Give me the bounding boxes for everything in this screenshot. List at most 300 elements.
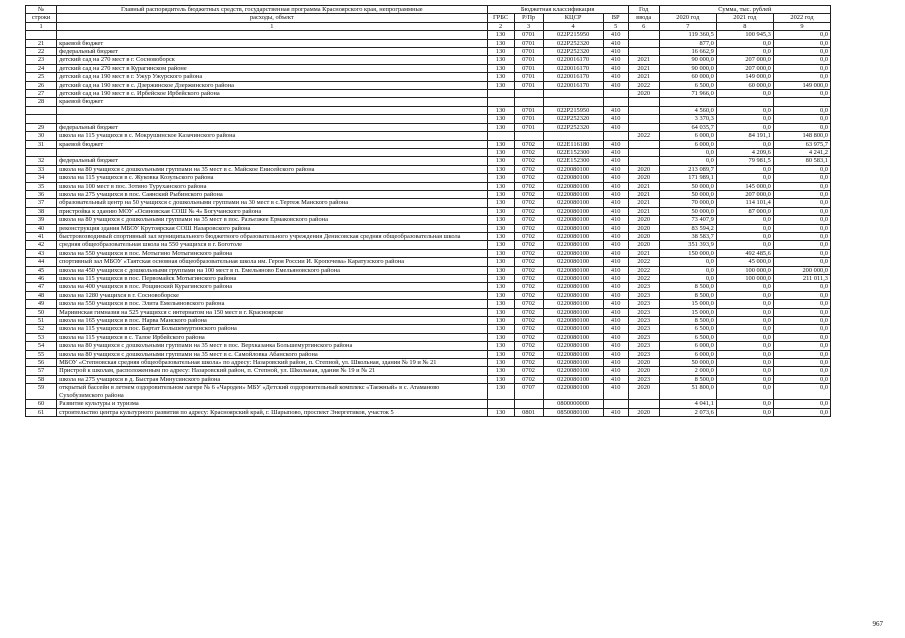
row-vr: 410 <box>603 157 628 165</box>
row-sum-2022: 0,0 <box>773 317 830 325</box>
row-vr: 410 <box>603 148 628 156</box>
row-rzpr: 0702 <box>514 174 543 182</box>
row-kcsr: 0220016170 <box>543 56 603 64</box>
row-kcsr: 022E116180 <box>543 140 603 148</box>
row-vr: 410 <box>603 275 628 283</box>
row-sum-2022: 0,0 <box>773 123 830 131</box>
row-sum-2022: 0,0 <box>773 165 830 173</box>
index-cell: 2 <box>487 22 514 30</box>
row-sum-2021 <box>716 98 773 106</box>
row-kcsr: 022P252320 <box>543 48 603 56</box>
row-year: 2023 <box>628 283 659 291</box>
row-sum-2020: 0,0 <box>659 157 716 165</box>
row-sum-2021: 114 101,4 <box>716 199 773 207</box>
row-sum-2022: 0,0 <box>773 333 830 341</box>
row-name: образовательный центр на 50 учащихся с дошкольными группами на 30 мест в с.Тертеж Манского района <box>57 199 487 207</box>
row-number: 30 <box>26 132 57 140</box>
row-rzpr: 0702 <box>514 342 543 350</box>
row-rzpr <box>514 98 543 106</box>
row-vr: 410 <box>603 39 628 47</box>
row-sum-2020: 213 089,7 <box>659 165 716 173</box>
row-year: 2023 <box>628 375 659 383</box>
row-name: федеральный бюджет <box>57 48 487 56</box>
row-sum-2022: 0,0 <box>773 182 830 190</box>
table-row <box>26 300 831 308</box>
row-name: школа на 450 учащихся с дошкольными группами на 100 мест в п. Емельяново Емельяновского района <box>57 266 487 274</box>
table-row <box>26 408 831 416</box>
row-number: 31 <box>26 140 57 148</box>
row-name: краевой бюджет <box>57 98 487 106</box>
table-row <box>26 48 831 56</box>
row-sum-2021: 0,0 <box>716 165 773 173</box>
row-year: 2023 <box>628 308 659 316</box>
row-number: 57 <box>26 367 57 375</box>
row-rzpr: 0707 <box>514 384 543 400</box>
row-sum-2022: 0,0 <box>773 90 830 98</box>
row-vr: 410 <box>603 216 628 224</box>
row-name <box>57 115 487 123</box>
row-name: школа на 100 мест в пос. Зотино Туруханского района <box>57 182 487 190</box>
row-sum-2022: 0,0 <box>773 190 830 198</box>
row-rzpr: 0702 <box>514 291 543 299</box>
row-number: 21 <box>26 39 57 47</box>
row-rzpr: 0702 <box>514 375 543 383</box>
row-grbs: 130 <box>487 81 514 89</box>
index-cell: 6 <box>628 22 659 30</box>
row-sum-2020: 64 035,7 <box>659 123 716 131</box>
row-number: 58 <box>26 375 57 383</box>
row-sum-2021: 0,0 <box>716 308 773 316</box>
row-name: школа на 550 учащихся в пос. Мотыгино Мотыгинского района <box>57 249 487 257</box>
row-kcsr: 022E152300 <box>543 148 603 156</box>
row-sum-2020: 16 662,9 <box>659 48 716 56</box>
row-rzpr: 0702 <box>514 241 543 249</box>
header-rzpr: Р/Пр <box>514 14 543 22</box>
row-year <box>628 31 659 39</box>
table-row <box>26 207 831 215</box>
row-vr <box>603 132 628 140</box>
row-kcsr: 0220080100 <box>543 342 603 350</box>
row-sum-2021: 0,0 <box>716 224 773 232</box>
table-row <box>26 375 831 383</box>
row-name: спортивный зал МБОУ «Таятская основная общеобразовательная школа им. Героя России И. Кропочева» Каратузского района <box>57 258 487 266</box>
row-name: краевой бюджет <box>57 140 487 148</box>
row-name: детский сад на 270 мест в г. Сосновоборск <box>57 56 487 64</box>
table-row <box>26 106 831 114</box>
row-year: 2020 <box>628 165 659 173</box>
row-name: краевой бюджет <box>57 39 487 47</box>
table-body <box>26 31 831 417</box>
row-grbs: 130 <box>487 300 514 308</box>
row-rzpr: 0702 <box>514 367 543 375</box>
row-name: открытый бассейн в летнем оздоровительном лагере № 6 «Чародеи» МБУ «Детский оздоровительный комплекс «Таежный» в с. Атаманово Сухобузимского района <box>57 384 487 400</box>
row-rzpr: 0702 <box>514 165 543 173</box>
row-number: 35 <box>26 182 57 190</box>
row-name: быстровозводимый спортивный зал муниципального бюджетного образовательного учреждения Денисовская средняя общеобразовательная школа <box>57 232 487 240</box>
row-grbs: 130 <box>487 350 514 358</box>
table-row <box>26 39 831 47</box>
row-sum-2020: 15 000,0 <box>659 308 716 316</box>
row-sum-2022: 0,0 <box>773 375 830 383</box>
row-year: 2021 <box>628 56 659 64</box>
row-sum-2021: 84 191,1 <box>716 132 773 140</box>
header-grbs: ГРБС <box>487 14 514 22</box>
row-year: 2020 <box>628 216 659 224</box>
row-sum-2022: 0,0 <box>773 258 830 266</box>
row-kcsr: 0220080100 <box>543 249 603 257</box>
row-name: детский сад на 190 мест в с. Дзержинское Дзержинского района <box>57 81 487 89</box>
table-row <box>26 182 831 190</box>
table-row <box>26 31 831 39</box>
row-kcsr: 0220080100 <box>543 367 603 375</box>
table-row <box>26 199 831 207</box>
row-sum-2021: 0,0 <box>716 367 773 375</box>
table-row <box>26 190 831 198</box>
row-sum-2021: 0,0 <box>716 350 773 358</box>
table-row <box>26 400 831 408</box>
row-vr: 410 <box>603 73 628 81</box>
row-number: 23 <box>26 56 57 64</box>
row-sum-2021: 0,0 <box>716 317 773 325</box>
row-rzpr: 0702 <box>514 275 543 283</box>
row-number: 22 <box>26 48 57 56</box>
row-sum-2021: 0,0 <box>716 300 773 308</box>
row-year: 2020 <box>628 232 659 240</box>
row-sum-2021: 45 000,0 <box>716 258 773 266</box>
row-year: 2021 <box>628 73 659 81</box>
row-rzpr: 0702 <box>514 199 543 207</box>
row-sum-2021: 87 000,0 <box>716 207 773 215</box>
row-year <box>628 148 659 156</box>
row-grbs: 130 <box>487 73 514 81</box>
table-row <box>26 266 831 274</box>
row-vr: 410 <box>603 300 628 308</box>
row-number: 44 <box>26 258 57 266</box>
row-number: 36 <box>26 190 57 198</box>
table-row <box>26 232 831 240</box>
table-row <box>26 165 831 173</box>
row-name: строительство центра культурного развития по адресу: Красноярский край, г. Шарыпово, проспект Энергетиков, участок 5 <box>57 408 487 416</box>
row-name: МБОУ «Степновская средняя общеобразовательная школа» по адресу: Назаровский район, п. Степной, ул. Школьная, здания № 19 и № 21 <box>57 359 487 367</box>
row-rzpr: 0702 <box>514 249 543 257</box>
row-sum-2021: 0,0 <box>716 232 773 240</box>
row-sum-2020: 15 000,0 <box>659 300 716 308</box>
header-num: № <box>26 6 57 14</box>
row-sum-2021: 0,0 <box>716 90 773 98</box>
row-number: 24 <box>26 64 57 72</box>
row-rzpr: 0702 <box>514 224 543 232</box>
table-row <box>26 333 831 341</box>
row-number: 41 <box>26 232 57 240</box>
row-sum-2022: 149 000,0 <box>773 81 830 89</box>
row-grbs: 130 <box>487 207 514 215</box>
row-sum-2022: 0,0 <box>773 48 830 56</box>
row-sum-2020: 90 000,0 <box>659 56 716 64</box>
header-2020: 2020 год <box>659 14 716 22</box>
row-year <box>628 140 659 148</box>
row-sum-2020: 0,0 <box>659 266 716 274</box>
table-row <box>26 258 831 266</box>
row-sum-2021: 0,0 <box>716 359 773 367</box>
row-grbs: 130 <box>487 64 514 72</box>
row-rzpr: 0702 <box>514 232 543 240</box>
row-kcsr: 0800000000 <box>543 400 603 408</box>
header-sum: Сумма, тыс. рублей <box>659 6 830 14</box>
index-cell: 7 <box>659 22 716 30</box>
row-sum-2022: 0,0 <box>773 325 830 333</box>
row-sum-2022: 0,0 <box>773 216 830 224</box>
row-vr: 410 <box>603 56 628 64</box>
table-row <box>26 56 831 64</box>
row-sum-2021: 79 981,5 <box>716 157 773 165</box>
row-number: 55 <box>26 350 57 358</box>
row-rzpr: 0701 <box>514 73 543 81</box>
row-grbs: 130 <box>487 199 514 207</box>
row-sum-2020: 0,0 <box>659 275 716 283</box>
row-kcsr: 0220080100 <box>543 266 603 274</box>
row-number: 29 <box>26 123 57 131</box>
index-cell: 8 <box>716 22 773 30</box>
row-year: 2020 <box>628 359 659 367</box>
row-sum-2022: 200 000,0 <box>773 266 830 274</box>
row-name: Пристрой к школам, расположенным по адресу: Назаровский район, п. Степной, ул. Школьная, здания № 19 и № 21 <box>57 367 487 375</box>
row-kcsr: 0220080100 <box>543 165 603 173</box>
row-name: школа на 550 учащихся в пос. Элита Емельяновского района <box>57 300 487 308</box>
row-year: 2023 <box>628 325 659 333</box>
row-number: 39 <box>26 216 57 224</box>
row-kcsr: 0850080100 <box>543 408 603 416</box>
row-name: федеральный бюджет <box>57 157 487 165</box>
row-sum-2021: 60 000,0 <box>716 81 773 89</box>
row-grbs: 130 <box>487 165 514 173</box>
row-name: школа на 115 учащихся в с. Талое Ирбейского района <box>57 333 487 341</box>
row-sum-2020: 6 000,0 <box>659 350 716 358</box>
row-name: школа на 115 учащихся в с. Жуковка Козульского района <box>57 174 487 182</box>
header-num-2: строки <box>26 14 57 22</box>
row-sum-2021: 0,0 <box>716 325 773 333</box>
row-sum-2020: 2 073,6 <box>659 408 716 416</box>
row-kcsr: 022P252320 <box>543 115 603 123</box>
row-year: 2020 <box>628 224 659 232</box>
row-vr: 410 <box>603 266 628 274</box>
row-rzpr: 0702 <box>514 325 543 333</box>
index-cell: 3 <box>514 22 543 30</box>
row-sum-2020: 150 000,0 <box>659 249 716 257</box>
row-sum-2021: 0,0 <box>716 174 773 182</box>
row-name: детский сад на 270 мест в Курагинском районе <box>57 64 487 72</box>
row-kcsr: 0220080100 <box>543 375 603 383</box>
row-rzpr: 0702 <box>514 266 543 274</box>
row-vr: 410 <box>603 232 628 240</box>
table-row <box>26 157 831 165</box>
row-sum-2021: 0,0 <box>716 400 773 408</box>
header-year: Год <box>628 6 659 14</box>
table-row <box>26 275 831 283</box>
row-grbs: 130 <box>487 275 514 283</box>
row-vr: 410 <box>603 199 628 207</box>
row-sum-2020: 8 500,0 <box>659 283 716 291</box>
row-name: школа на 275 учащихся в д. Быстрая Минусинского района <box>57 375 487 383</box>
row-year: 2020 <box>628 408 659 416</box>
table-row <box>26 224 831 232</box>
row-sum-2022: 0,0 <box>773 350 830 358</box>
row-sum-2020: 51 800,0 <box>659 384 716 400</box>
row-number: 46 <box>26 275 57 283</box>
table-row <box>26 325 831 333</box>
index-cell: 4 <box>543 22 603 30</box>
row-vr: 410 <box>603 367 628 375</box>
row-sum-2020: 50 000,0 <box>659 359 716 367</box>
row-sum-2020: 70 000,0 <box>659 199 716 207</box>
row-rzpr: 0701 <box>514 56 543 64</box>
row-year: 2020 <box>628 367 659 375</box>
row-sum-2022: 0,0 <box>773 199 830 207</box>
row-sum-2020: 6 000,0 <box>659 342 716 350</box>
row-vr: 410 <box>603 308 628 316</box>
row-sum-2020: 6 000,0 <box>659 132 716 140</box>
row-year: 2022 <box>628 258 659 266</box>
table-row <box>26 350 831 358</box>
row-kcsr: 0220080100 <box>543 190 603 198</box>
row-grbs <box>487 132 514 140</box>
header-name: Главный распорядитель бюджетных средств, государственная программа Красноярского края, непрограммные <box>57 6 487 14</box>
row-grbs: 130 <box>487 325 514 333</box>
row-vr: 410 <box>603 283 628 291</box>
table-row <box>26 123 831 131</box>
row-sum-2020: 4 560,0 <box>659 106 716 114</box>
row-name <box>57 148 487 156</box>
row-sum-2022: 0,0 <box>773 300 830 308</box>
row-grbs: 130 <box>487 31 514 39</box>
row-grbs: 130 <box>487 317 514 325</box>
row-number: 47 <box>26 283 57 291</box>
row-rzpr <box>514 90 543 98</box>
row-grbs: 130 <box>487 249 514 257</box>
row-sum-2020: 171 989,1 <box>659 174 716 182</box>
row-rzpr: 0702 <box>514 207 543 215</box>
row-vr: 410 <box>603 224 628 232</box>
row-year: 2020 <box>628 384 659 400</box>
row-number: 33 <box>26 165 57 173</box>
row-year: 2021 <box>628 190 659 198</box>
row-grbs: 130 <box>487 375 514 383</box>
row-number: 51 <box>26 317 57 325</box>
row-number: 38 <box>26 207 57 215</box>
row-sum-2021: 0,0 <box>716 140 773 148</box>
row-year: 2023 <box>628 300 659 308</box>
table-row <box>26 249 831 257</box>
row-kcsr: 0220080100 <box>543 216 603 224</box>
row-vr: 410 <box>603 165 628 173</box>
row-number: 42 <box>26 241 57 249</box>
row-year: 2021 <box>628 249 659 257</box>
row-sum-2022: 4 241,2 <box>773 148 830 156</box>
row-year <box>628 106 659 114</box>
header-vr: ВР <box>603 14 628 22</box>
index-cell: 9 <box>773 22 830 30</box>
header-index-row <box>26 22 831 30</box>
row-rzpr: 0702 <box>514 148 543 156</box>
row-sum-2021: 0,0 <box>716 375 773 383</box>
row-vr: 410 <box>603 207 628 215</box>
row-number <box>26 148 57 156</box>
row-sum-2020: 83 594,2 <box>659 224 716 232</box>
table-row <box>26 174 831 182</box>
row-grbs: 130 <box>487 174 514 182</box>
row-year: 2023 <box>628 350 659 358</box>
row-sum-2022: 0,0 <box>773 232 830 240</box>
header-budget-class: Бюджетная классификация <box>487 6 628 14</box>
row-sum-2021: 4 209,6 <box>716 148 773 156</box>
row-name: средняя общеобразовательная школа на 550 учащихся в г. Боготоле <box>57 241 487 249</box>
row-name: школа на 80 учащихся с дошкольными группами на 35 мест в пос. Верхказанка Большемуртинского района <box>57 342 487 350</box>
row-sum-2020: 119 360,5 <box>659 31 716 39</box>
row-vr: 410 <box>603 342 628 350</box>
row-kcsr: 022P252320 <box>543 39 603 47</box>
row-sum-2020: 877,0 <box>659 39 716 47</box>
row-year <box>628 157 659 165</box>
row-sum-2021: 100 000,0 <box>716 266 773 274</box>
row-name: школа на 115 учащихся в с. Мокрушинское Казачинского района <box>57 132 487 140</box>
row-grbs: 130 <box>487 182 514 190</box>
row-vr: 410 <box>603 384 628 400</box>
row-number: 45 <box>26 266 57 274</box>
row-sum-2022: 0,0 <box>773 384 830 400</box>
row-grbs: 130 <box>487 367 514 375</box>
row-sum-2020: 38 583,7 <box>659 232 716 240</box>
row-vr: 410 <box>603 333 628 341</box>
row-sum-2021: 149 000,0 <box>716 73 773 81</box>
row-rzpr: 0701 <box>514 123 543 131</box>
row-vr <box>603 90 628 98</box>
row-sum-2021: 0,0 <box>716 333 773 341</box>
row-grbs: 130 <box>487 56 514 64</box>
row-rzpr: 0702 <box>514 308 543 316</box>
row-sum-2020: 8 500,0 <box>659 375 716 383</box>
row-kcsr: 0220080100 <box>543 283 603 291</box>
row-sum-2020: 3 370,3 <box>659 115 716 123</box>
row-sum-2020: 351 393,9 <box>659 241 716 249</box>
row-number: 60 <box>26 400 57 408</box>
row-grbs: 130 <box>487 241 514 249</box>
row-rzpr: 0701 <box>514 81 543 89</box>
row-year: 2023 <box>628 333 659 341</box>
row-sum-2020: 60 000,0 <box>659 73 716 81</box>
row-sum-2020: 2 000,0 <box>659 367 716 375</box>
row-sum-2022: 0,0 <box>773 400 830 408</box>
row-sum-2021: 492 485,6 <box>716 249 773 257</box>
row-name: школа на 80 учащихся с дошкольными группами на 35 мест в с. Майское Енисейского района <box>57 165 487 173</box>
row-sum-2020: 50 000,0 <box>659 207 716 215</box>
row-vr: 410 <box>603 31 628 39</box>
index-cell: 5 <box>603 22 628 30</box>
row-rzpr: 0702 <box>514 333 543 341</box>
row-year <box>628 39 659 47</box>
table-row <box>26 140 831 148</box>
header-kcsr: КЦСР <box>543 14 603 22</box>
row-vr: 410 <box>603 359 628 367</box>
row-kcsr: 0220016170 <box>543 81 603 89</box>
row-year: 2022 <box>628 81 659 89</box>
table-row <box>26 291 831 299</box>
row-grbs: 130 <box>487 140 514 148</box>
row-sum-2022: 0,0 <box>773 224 830 232</box>
row-sum-2020: 50 000,0 <box>659 182 716 190</box>
index-cell: 1 <box>26 22 57 30</box>
row-kcsr: 0220080100 <box>543 224 603 232</box>
row-rzpr: 0702 <box>514 317 543 325</box>
row-year: 2021 <box>628 207 659 215</box>
